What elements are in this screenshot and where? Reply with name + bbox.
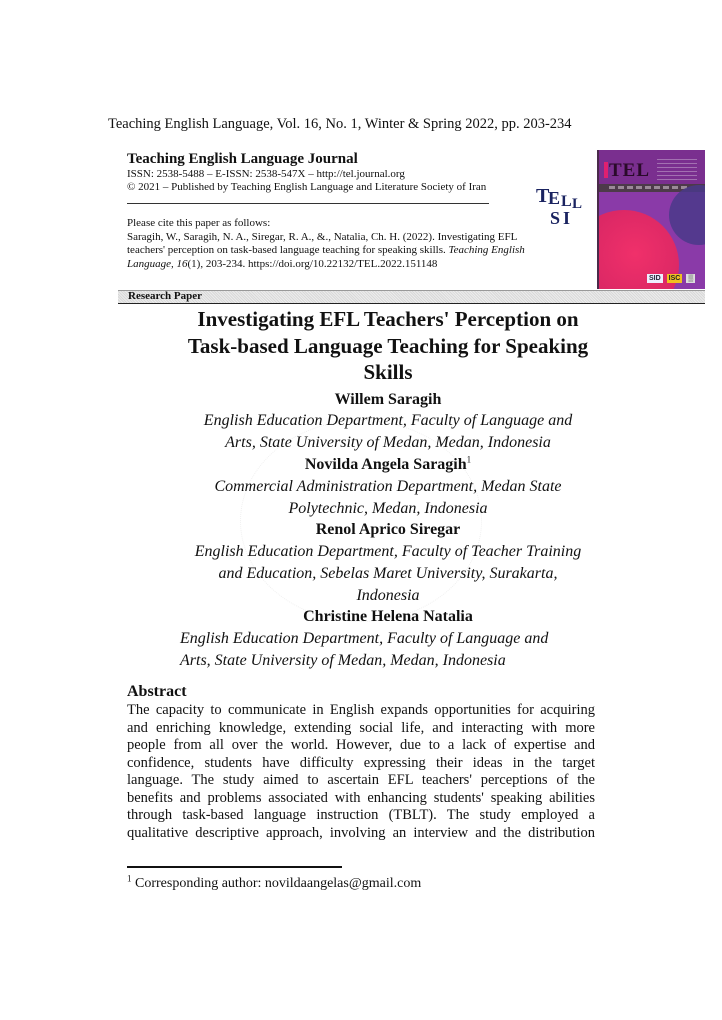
journal-name: Teaching English Language Journal: [127, 151, 358, 167]
citation-line-3: [127, 258, 567, 272]
svg-text:T: T: [536, 185, 550, 207]
footnote: [127, 873, 422, 892]
abstract-line: language. The study aimed to ascertain EFL teachers' perceptions of the: [127, 772, 595, 788]
citation-text: teachers' perception on task-based language teaching for speaking skills.: [127, 244, 449, 256]
svg-text:I: I: [563, 208, 571, 226]
index-logo: ▒: [688, 275, 694, 282]
title-line: Skills: [363, 360, 413, 384]
author-affiliation: [180, 628, 600, 672]
cover-band-text: [609, 186, 689, 189]
svg-text:L: L: [561, 193, 572, 210]
citation-intro: Please cite this paper as follows:: [127, 217, 271, 229]
abstract-body: [127, 702, 595, 842]
affiliation-line: Indonesia: [356, 587, 420, 604]
author-name: [150, 390, 626, 410]
footnote-divider: [127, 866, 342, 868]
affiliation-line: and Education, Sebelas Maret University, Surakarta,: [218, 565, 558, 582]
author-name-text: Christine Helena Natalia: [303, 608, 473, 625]
footnote-mark: 1: [127, 873, 132, 884]
citation-doi[interactable]: (1), 203-234. https://doi.org/10.22132/TEL.2022.151148: [187, 257, 438, 270]
citation-line-1: Saragih, W., Saragih, N. A., Siregar, R. A., &., Natalia, Ch. H. (2022). Investigating EFL: [127, 230, 518, 243]
section-label: Research Paper: [128, 290, 203, 302]
abstract-line: through task-based language instruction (TBLT). The study employed a: [127, 807, 595, 823]
author-name: [150, 455, 626, 475]
author-name: [150, 520, 626, 540]
author-affiliation: [150, 476, 626, 520]
isc-logo: ISC: [668, 275, 681, 282]
affiliation-line: Polytechnic, Medan, Indonesia: [288, 500, 488, 517]
abstract-line: qualitative descriptive approach, involving an interview and the distribution: [127, 824, 595, 841]
journal-cover-image: [597, 150, 705, 289]
sid-logo: SID: [649, 275, 661, 282]
citation-journal-cont: Language,: [127, 257, 177, 270]
citation-journal: Teaching English: [448, 244, 525, 256]
abstract-line: The capacity to communicate in English expands opportunities for acquiring: [127, 702, 595, 718]
author-affiliation: [150, 541, 626, 607]
svg-text:E: E: [548, 188, 561, 208]
header-divider: [127, 203, 489, 204]
svg-text:L: L: [572, 196, 583, 212]
journal-copyright: © 2021 – Published by Teaching English Language and Literature Society of Iran: [127, 181, 487, 193]
affiliation-line: Arts, State University of Medan, Medan, Indonesia: [180, 652, 506, 669]
cover-accent: [604, 162, 608, 178]
section-bar: [118, 290, 705, 304]
affiliation-line: Arts, State University of Medan, Medan, Indonesia: [225, 434, 551, 451]
abstract-heading: Abstract: [127, 683, 187, 700]
citation-block: [127, 217, 567, 271]
svg-text:S: S: [550, 208, 561, 226]
abstract-line: and enriching knowledge, extending social life, and interacting with more: [127, 719, 595, 736]
tell-logo: [535, 184, 585, 226]
author-name: [150, 607, 626, 627]
title-line: Task-based Language Teaching for Speaking: [187, 333, 589, 358]
journal-issn: ISSN: 2538-5488 – E-ISSN: 2538-547X – http://tel.journal.org: [127, 168, 405, 180]
running-header: Teaching English Language, Vol. 16, No. 1, Winter & Spring 2022, pp. 203-234: [108, 116, 572, 132]
author-affiliation: [150, 410, 626, 454]
cover-subtitle: [657, 159, 697, 181]
author-name-text: Novilda Angela Saragih: [304, 456, 467, 473]
abstract-line: benefits and problems associated with enhancing students' speaking abilities: [127, 789, 595, 806]
affiliation-line: English Education Department, Faculty of Teacher Training: [194, 543, 582, 560]
author-name-text: Willem Saragih: [334, 391, 442, 408]
cover-title: TEL: [609, 160, 651, 181]
affiliation-line: Commercial Administration Department, Medan State: [214, 478, 562, 495]
paper-title: [150, 306, 626, 386]
cover-index-logos: [647, 274, 695, 283]
affiliation-line: English Education Department, Faculty of Language and: [203, 412, 573, 429]
citation-volume: 16: [176, 257, 188, 270]
footnote-text: Corresponding author: novildaangelas@gmail.com: [131, 876, 422, 891]
citation-line-2: [127, 244, 567, 258]
footnote-marker[interactable]: 1: [466, 454, 472, 465]
abstract-line: people from all over the world. However, due to a lack of expertise and: [127, 737, 595, 753]
author-name-text: Renol Aprico Siregar: [315, 521, 461, 538]
title-line: Investigating EFL Teachers' Perception on: [197, 307, 579, 331]
affiliation-line: English Education Department, Faculty of Language and: [180, 630, 549, 647]
journal-info: [127, 151, 597, 194]
abstract-line: confidence, students have difficulty expressing their ideas in the target: [127, 754, 595, 771]
cover-circle-blue: [669, 185, 705, 245]
